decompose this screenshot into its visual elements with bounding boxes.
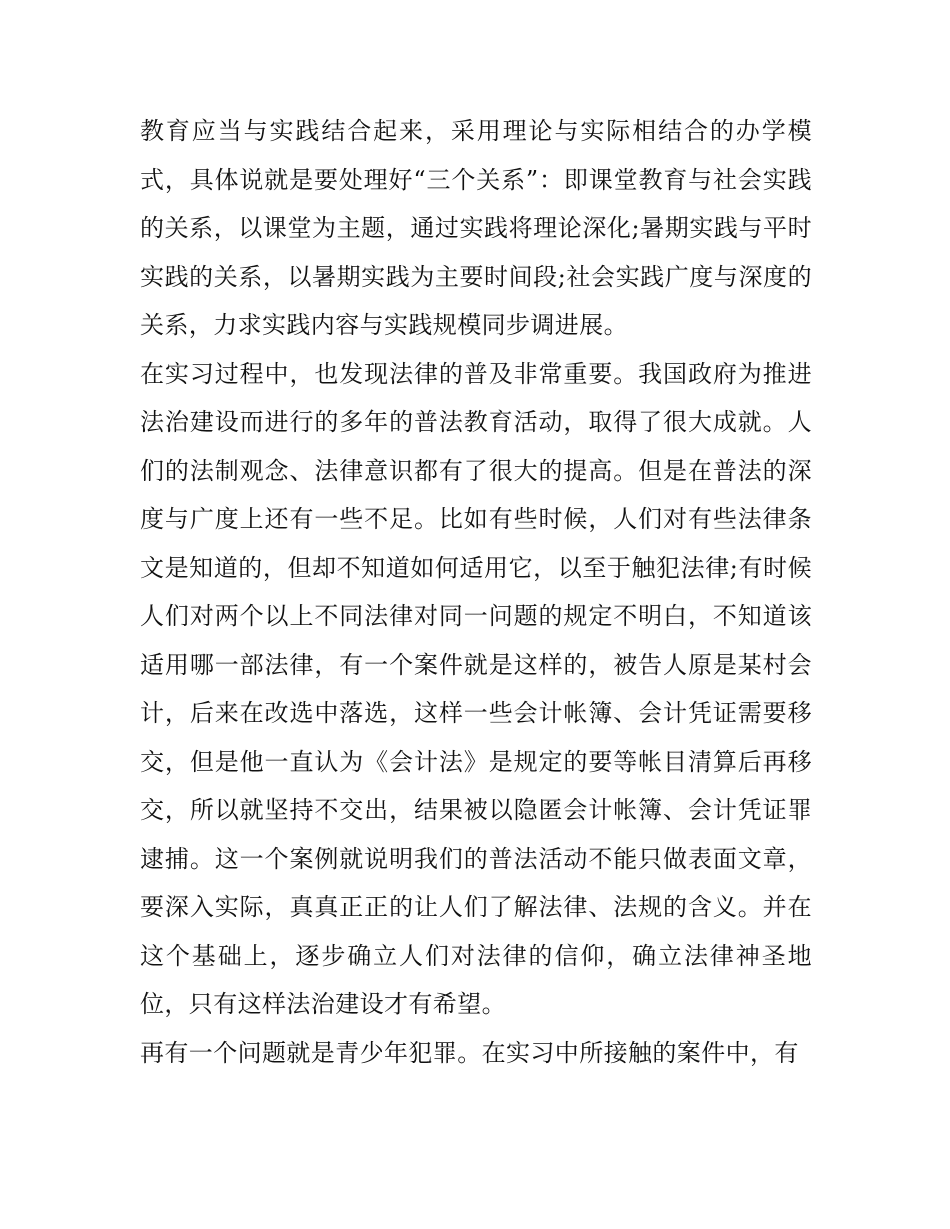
paragraph-youth-crime: 再有一个问题就是青少年犯罪。在实习中所接触的案件中，有 [140,1038,799,1067]
document-body [140,107,812,1077]
paragraph-legal-education: 在实习过程中，也发现法律的普及非常重要。我国政府为推进法治建设而进行的多年的普法教育活动，取得了很大成就。人们的法制观念、法律意识都有了很大的提高。但是在普法的深度与广度上还有一些不足。比如有些时候，人们对有些法律条文是知道的，但却不知道如何适用它，以至于触犯法律;有时候人们对两个以上不同法律对同一问题的规定不明白，不知道该适用哪一部法律，有一个案件就是这样的，被告人原是某村会计，后来在改选中落选，这样一些会计帐簿、会计凭证需要移交，但是他一直认为《会计法》是规定的要等帐目清算后再移交，所以就坚持不交出，结果被以隐匿会计帐簿、会计凭证罪逮捕。这一个案例就说明我们的普法活动不能只做表面文章，要深入实际，真真正正的让人们了解法律、法规的含义。并在这个基础上，逐步确立人们对法律的信仰，确立法律神圣地位，只有这样法治建设才有希望。 [140,359,812,1018]
paragraph-practice-relations: 教育应当与实践结合起来，采用理论与实际相结合的办学模式，具体说就是要处理好“三个关系”：即课堂教育与社会实践的关系，以课堂为主题，通过实践将理论深化;暑期实践与平时实践的关系，以暑期实践为主要时间段;社会实践广度与深度的关系，力求实践内容与实践规模同步调进展。 [140,117,812,339]
